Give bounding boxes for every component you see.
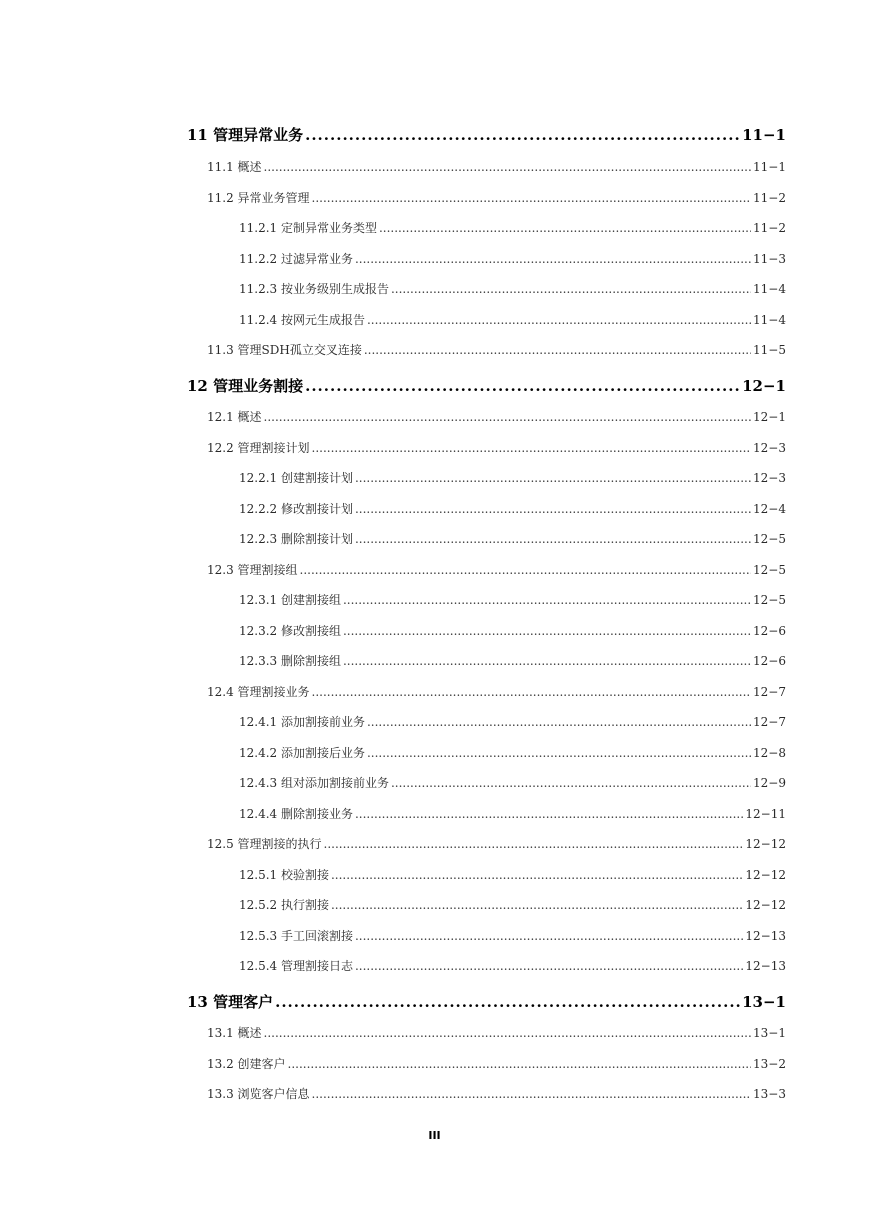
- toc-entry-title: 12.2.1 创建割接计划: [239, 471, 353, 485]
- toc-chapter-entry[interactable]: [187, 375, 786, 396]
- toc-subsection-entry[interactable]: [239, 469, 786, 486]
- toc-dot-leader: [367, 746, 751, 760]
- toc-entry-page: 12−1: [742, 377, 786, 395]
- toc-subsection-entry[interactable]: [239, 652, 786, 669]
- toc-subsection-entry[interactable]: [239, 530, 786, 547]
- toc-entry-title: 12.4 管理割接业务: [207, 685, 310, 699]
- toc-entry-title: 12.5 管理割接的执行: [207, 837, 322, 851]
- toc-entry-page: 12−12: [745, 898, 786, 912]
- toc-entry-title: 12.3.2 修改割接组: [239, 624, 341, 638]
- toc-dot-leader: [367, 715, 751, 729]
- toc-dot-leader: [355, 959, 743, 973]
- toc-entry-title: 12.3 管理割接组: [207, 563, 298, 577]
- toc-dot-leader: [331, 868, 743, 882]
- toc-dot-leader: [264, 1026, 751, 1040]
- toc-entry-page: 12−7: [753, 685, 786, 699]
- toc-entry-page: 12−8: [753, 746, 786, 760]
- toc-subsection-entry[interactable]: [239, 591, 786, 608]
- toc-section-entry[interactable]: [207, 439, 786, 456]
- toc-entry-page: 12−3: [753, 471, 786, 485]
- toc-section-entry[interactable]: [207, 1024, 786, 1041]
- toc-entry-title: 12.5.2 执行割接: [239, 898, 329, 912]
- toc-subsection-entry[interactable]: [239, 927, 786, 944]
- toc-entry-page: 12−1: [753, 410, 786, 424]
- toc-section-entry[interactable]: [207, 158, 786, 175]
- toc-subsection-entry[interactable]: [239, 774, 786, 791]
- toc-section-entry[interactable]: [207, 408, 786, 425]
- toc-dot-leader: [364, 343, 751, 357]
- toc-section-entry[interactable]: [207, 189, 786, 206]
- toc-entry-title: 12.5.1 校验割接: [239, 868, 329, 882]
- toc-dot-leader: [379, 221, 751, 235]
- toc-dot-leader: [391, 282, 751, 296]
- toc-subsection-entry[interactable]: [239, 744, 786, 761]
- toc-dot-leader: [324, 837, 744, 851]
- toc-dot-leader: [312, 685, 751, 699]
- toc-dot-leader: [312, 441, 751, 455]
- toc-entry-page: 12−11: [745, 807, 786, 821]
- toc-dot-leader: [331, 898, 743, 912]
- toc-entry-page: 12−3: [753, 441, 786, 455]
- toc-entry-page: 12−12: [745, 837, 786, 851]
- toc-entry-title: 12.5.3 手工回滚割接: [239, 929, 353, 943]
- toc-entry-page: 12−4: [753, 502, 786, 516]
- toc-entry-title: 12.2.3 删除割接计划: [239, 532, 353, 546]
- toc-entry-page: 12−5: [753, 563, 786, 577]
- toc-entry-page: 11−1: [753, 160, 786, 174]
- toc-entry-page: 13−1: [742, 993, 786, 1011]
- toc-entry-title: 12 管理业务割接: [187, 377, 304, 395]
- toc-entry-title: 11.2.4 按网元生成报告: [239, 313, 365, 327]
- toc-dot-leader: [312, 191, 751, 205]
- toc-dot-leader: [288, 1057, 751, 1071]
- page-number: III: [428, 1129, 441, 1142]
- toc-section-entry[interactable]: [207, 835, 786, 852]
- toc-section-entry[interactable]: [207, 1085, 786, 1102]
- toc-dot-leader: [312, 1087, 751, 1101]
- toc-dot-leader: [355, 252, 751, 266]
- toc-subsection-entry[interactable]: [239, 219, 786, 236]
- toc-entry-title: 11 管理异常业务: [187, 126, 304, 144]
- toc-section-entry[interactable]: [207, 1055, 786, 1072]
- toc-entry-title: 13 管理客户: [187, 993, 274, 1011]
- toc-subsection-entry[interactable]: [239, 250, 786, 267]
- toc-dot-leader: [343, 593, 751, 607]
- toc-entry-page: 12−13: [745, 929, 786, 943]
- toc-dot-leader: [355, 807, 743, 821]
- toc-entry-page: 13−3: [753, 1087, 786, 1101]
- toc-entry-title: 13.2 创建客户: [207, 1057, 286, 1071]
- toc-section-entry[interactable]: [207, 561, 786, 578]
- toc-dot-leader: [343, 624, 751, 638]
- toc-dot-leader: [343, 654, 751, 668]
- toc-entry-title: 11.2.1 定制异常业务类型: [239, 221, 377, 235]
- toc-entry-page: 12−5: [753, 532, 786, 546]
- toc-entry-title: 12.4.2 添加割接后业务: [239, 746, 365, 760]
- toc-dot-leader: [300, 563, 751, 577]
- toc-subsection-entry[interactable]: [239, 500, 786, 517]
- toc-entry-page: 11−2: [753, 191, 786, 205]
- toc-subsection-entry[interactable]: [239, 896, 786, 913]
- toc-entry-title: 12.4.1 添加割接前业务: [239, 715, 365, 729]
- toc-subsection-entry[interactable]: [239, 957, 786, 974]
- toc-chapter-entry[interactable]: [187, 991, 786, 1012]
- toc-entry-page: 12−12: [745, 868, 786, 882]
- toc-entry-title: 12.5.4 管理割接日志: [239, 959, 353, 973]
- toc-entry-title: 12.1 概述: [207, 410, 262, 424]
- toc-subsection-entry[interactable]: [239, 866, 786, 883]
- toc-dot-leader: [264, 160, 751, 174]
- toc-entry-title: 11.2.3 按业务级别生成报告: [239, 282, 389, 296]
- toc-dot-leader: [355, 929, 743, 943]
- toc-dot-leader: [367, 313, 751, 327]
- toc-entry-title: 12.3.3 删除割接组: [239, 654, 341, 668]
- toc-dot-leader: [355, 532, 751, 546]
- toc-entry-title: 12.4.3 组对添加割接前业务: [239, 776, 389, 790]
- toc-entry-title: 13.1 概述: [207, 1026, 262, 1040]
- toc-dot-leader: [305, 126, 740, 144]
- toc-dot-leader: [355, 502, 751, 516]
- toc-entry-page: 12−5: [753, 593, 786, 607]
- toc-entry-page: 11−1: [742, 126, 786, 144]
- toc-chapter-entry[interactable]: [187, 124, 786, 145]
- toc-entry-title: 13.3 浏览客户信息: [207, 1087, 310, 1101]
- toc-entry-page: 12−13: [745, 959, 786, 973]
- toc-subsection-entry[interactable]: [239, 311, 786, 328]
- toc-entry-page: 13−2: [753, 1057, 786, 1071]
- toc-entry-page: 11−2: [753, 221, 786, 235]
- toc-subsection-entry[interactable]: [239, 805, 786, 822]
- toc-entry-title: 11.1 概述: [207, 160, 262, 174]
- toc-entry-page: 11−5: [753, 343, 786, 357]
- toc-subsection-entry[interactable]: [239, 280, 786, 297]
- toc-entry-title: 12.3.1 创建割接组: [239, 593, 341, 607]
- toc-subsection-entry[interactable]: [239, 622, 786, 639]
- toc-entry-page: 11−4: [753, 282, 786, 296]
- toc-entry-page: 12−6: [753, 654, 786, 668]
- toc-entry-title: 12.4.4 删除割接业务: [239, 807, 353, 821]
- toc-section-entry[interactable]: [207, 683, 786, 700]
- toc-entry-title: 12.2 管理割接计划: [207, 441, 310, 455]
- toc-entry-title: 11.3 管理SDH孤立交叉连接: [207, 343, 362, 357]
- toc-dot-leader: [391, 776, 751, 790]
- toc-entry-page: 12−7: [753, 715, 786, 729]
- toc-subsection-entry[interactable]: [239, 713, 786, 730]
- toc-entry-title: 11.2.2 过滤异常业务: [239, 252, 353, 266]
- toc-entry-title: 12.2.2 修改割接计划: [239, 502, 353, 516]
- toc-entry-page: 12−6: [753, 624, 786, 638]
- toc-dot-leader: [355, 471, 751, 485]
- toc-entry-page: 11−4: [753, 313, 786, 327]
- toc-dot-leader: [275, 993, 740, 1011]
- toc-entry-page: 11−3: [753, 252, 786, 266]
- toc-entry-title: 11.2 异常业务管理: [207, 191, 310, 205]
- toc-section-entry[interactable]: [207, 341, 786, 358]
- toc-dot-leader: [305, 377, 740, 395]
- toc-entry-page: 12−9: [753, 776, 786, 790]
- toc-dot-leader: [264, 410, 751, 424]
- toc-entry-page: 13−1: [753, 1026, 786, 1040]
